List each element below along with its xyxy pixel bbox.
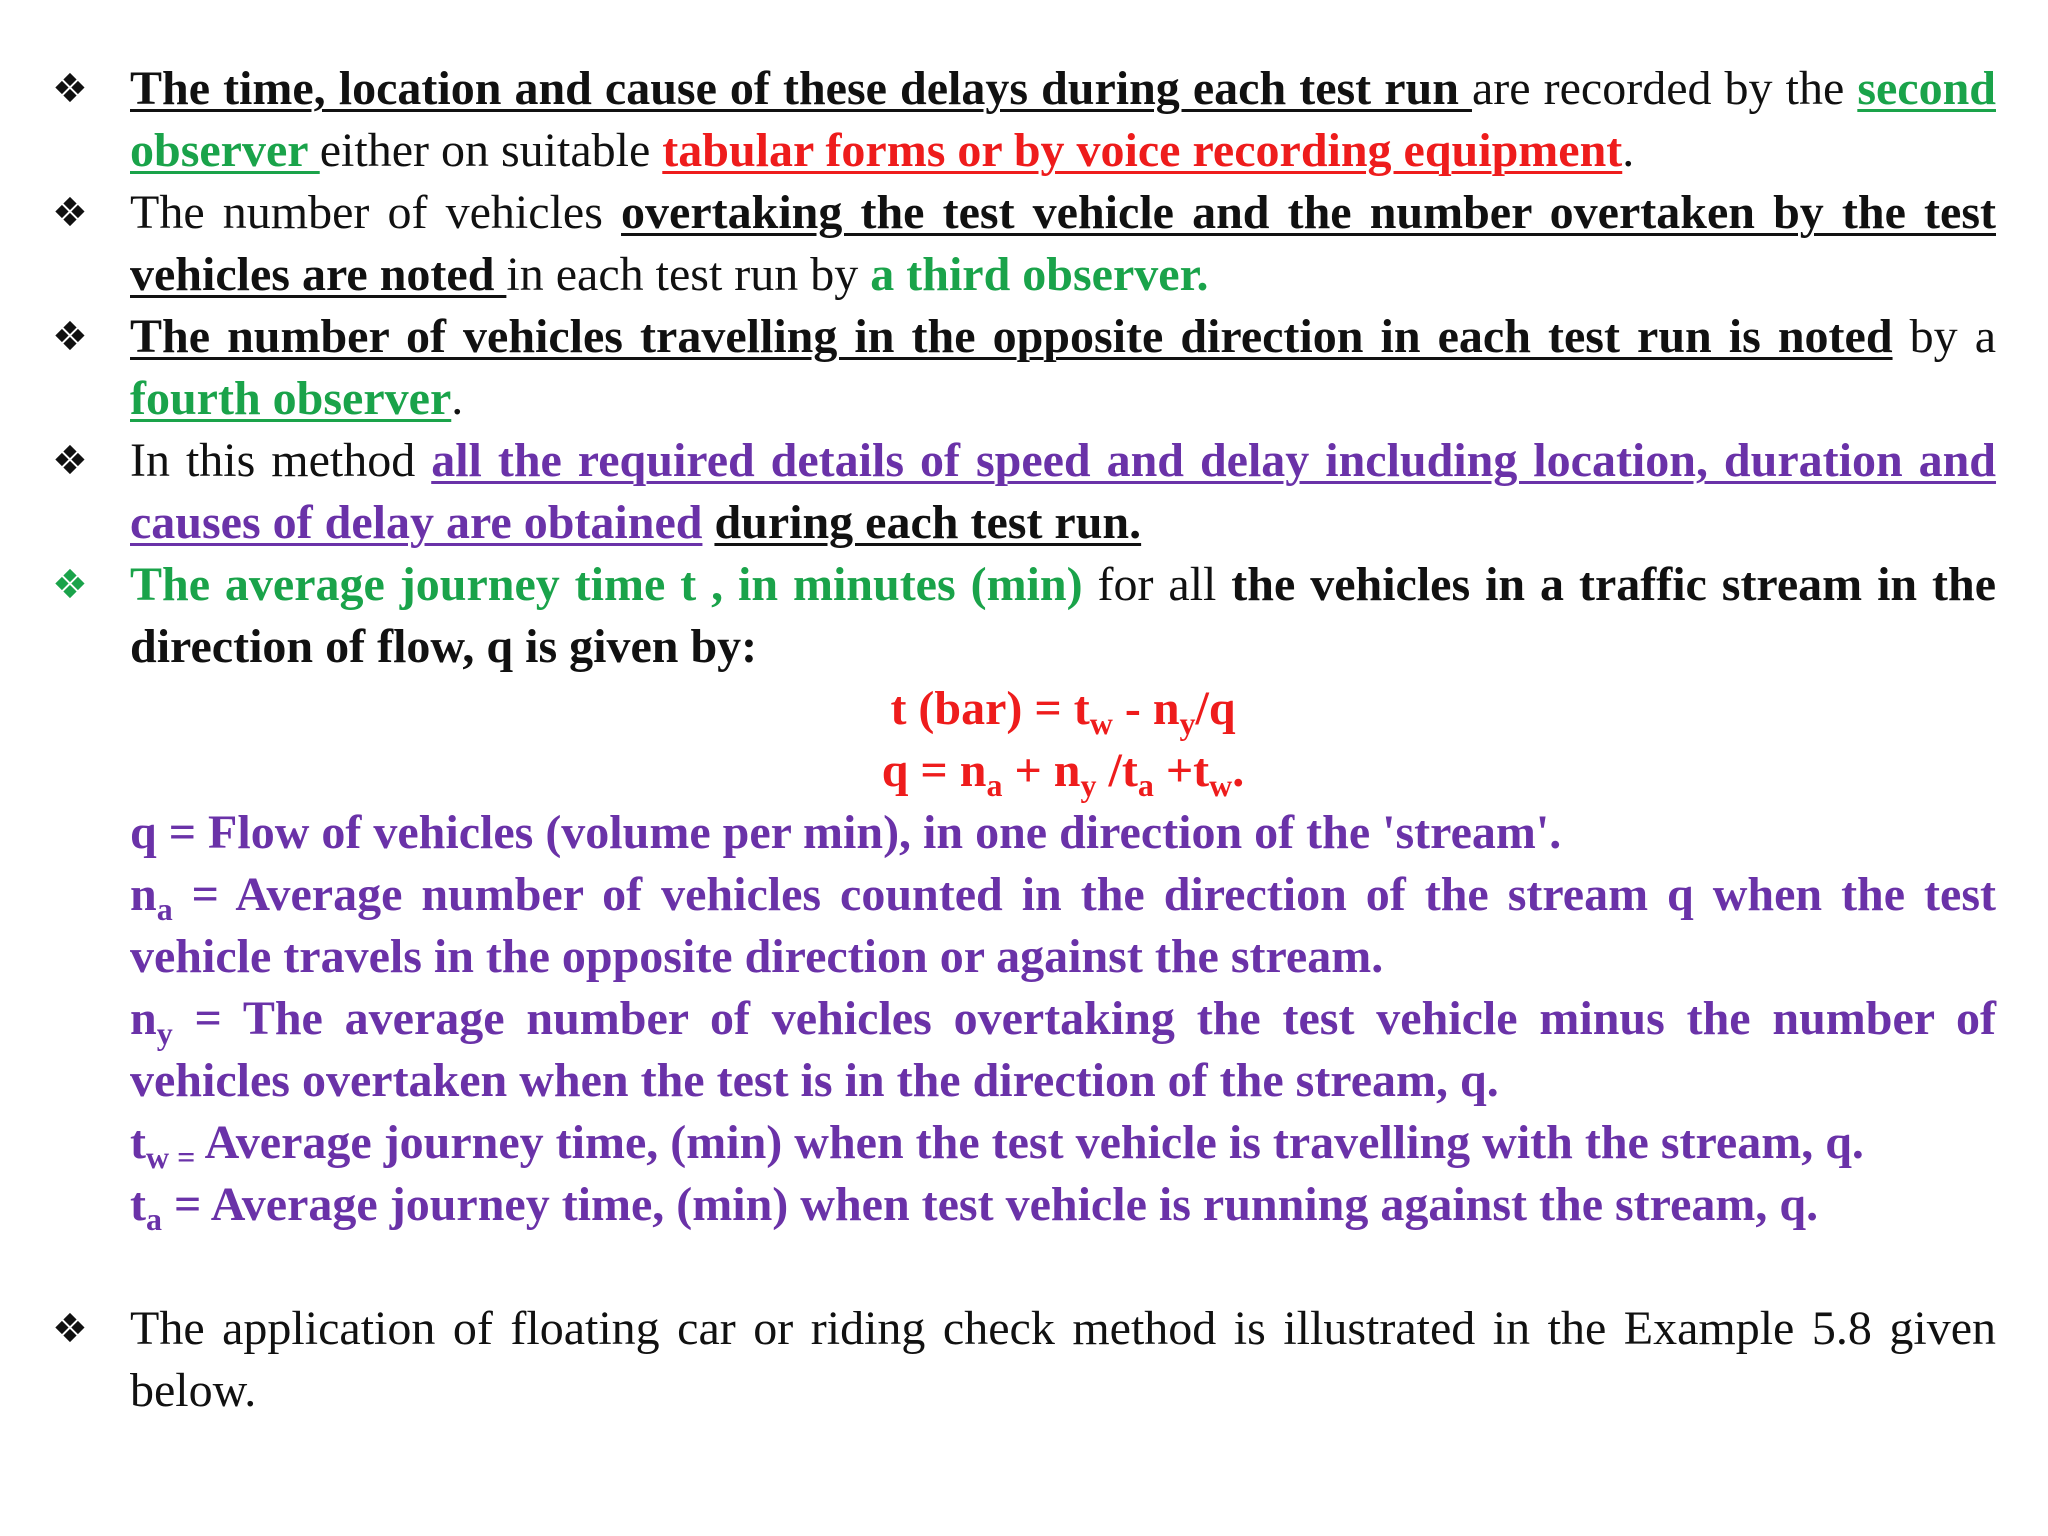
definition-ny xyxy=(52,988,1996,1112)
bullet-item-overtaking xyxy=(52,182,1996,306)
bullet-item-method xyxy=(52,430,1996,554)
formula-subscript: w xyxy=(1089,705,1113,741)
bullet-diamond-icon: ❖ xyxy=(52,314,88,360)
definition-symbol: t xyxy=(130,1178,146,1231)
text-span: during each test run. xyxy=(714,496,1142,549)
text-span: . xyxy=(1622,124,1635,177)
formula-flow xyxy=(52,740,1996,802)
formula-subscript: y xyxy=(1080,767,1097,803)
bullet-diamond-icon: ❖ xyxy=(52,562,88,608)
bullet-item-delays xyxy=(52,58,1996,182)
definition-text: = The average number of vehicles overtaking the test vehicle minus the number of vehicles overtaken when the test is in the direction of the stream, q. xyxy=(130,992,1996,1107)
text-span: The number of vehicles xyxy=(130,186,622,239)
text-span: The number of vehicles travelling in the opposite direction in each test run is noted xyxy=(130,310,1893,363)
formula-part: /q xyxy=(1195,682,1236,735)
text-span: The time, location and cause of these delays during each test run xyxy=(130,62,1472,115)
text-span: by a xyxy=(1892,310,1996,363)
formula-subscript: a xyxy=(1137,767,1154,803)
definition-text: Average journey time, (min) when the test vehicle is travelling with the stream, q. xyxy=(195,1116,1864,1169)
text-span xyxy=(702,496,714,549)
bullet-diamond-icon: ❖ xyxy=(52,66,88,112)
formula-subscript: a xyxy=(986,767,1003,803)
formula-subscript: w xyxy=(1209,767,1233,803)
text-span: overtaking the test vehicle and the number overtaken by the test vehicles are noted xyxy=(130,186,1996,301)
text-span: fourth observer xyxy=(130,372,452,425)
text-span: tabular forms or by voice recording equipment xyxy=(662,124,1623,177)
formula-part: q = n xyxy=(881,744,987,797)
text-span: the vehicles in a traffic stream in the direction of flow, q is given by: xyxy=(130,558,1997,673)
formula-part: t (bar) = t xyxy=(890,682,1090,735)
definition-symbol: n xyxy=(130,992,157,1045)
text-span: either on suitable xyxy=(319,124,663,177)
spacer xyxy=(52,1236,1996,1298)
text-span: The application of floating car or riding check method is illustrated in the Example 5.8 given below. xyxy=(130,1302,1996,1417)
definition-na xyxy=(52,864,1996,988)
bullet-diamond-icon: ❖ xyxy=(52,190,88,236)
formula-journey-time xyxy=(52,678,1996,740)
definition-subscript: w = xyxy=(145,1139,196,1175)
definition-symbol: n xyxy=(130,868,157,921)
formula-part: . xyxy=(1232,744,1245,797)
text-span: In this method xyxy=(130,434,432,487)
definition-q xyxy=(52,802,1996,864)
text-span: for all xyxy=(1082,558,1232,611)
bullet-diamond-icon: ❖ xyxy=(52,438,88,484)
definition-subscript: a xyxy=(156,891,173,927)
definition-subscript: y xyxy=(156,1015,173,1051)
text-span: all the required details of speed and delay including location, duration and causes of delay are obtained xyxy=(130,434,1997,549)
text-span: The average journey time t , in minutes (min) xyxy=(130,558,1083,611)
definition-tw xyxy=(52,1112,1996,1174)
definition-ta xyxy=(52,1174,1996,1236)
definition-subscript: a xyxy=(145,1201,162,1237)
slide-content xyxy=(52,58,1996,1422)
bullet-diamond-icon: ❖ xyxy=(52,1306,88,1352)
formula-part: - n xyxy=(1112,682,1180,735)
formula-part: /t xyxy=(1096,744,1138,797)
definition-text: = Average number of vehicles counted in the direction of the stream q when the test vehicle travels in the opposite direction or against the stream. xyxy=(130,868,1996,983)
formula-subscript: y xyxy=(1179,705,1196,741)
bullet-item-opposite-direction xyxy=(52,306,1996,430)
text-span: . xyxy=(451,372,464,425)
bullet-item-average-journey-time xyxy=(52,554,1996,678)
text-span: are recorded by the xyxy=(1471,62,1858,115)
formula-part: +t xyxy=(1153,744,1210,797)
bullet-item-application xyxy=(52,1298,1996,1422)
definition-symbol: t xyxy=(130,1116,146,1169)
text-span: second observer xyxy=(130,62,1996,177)
definition-text: = Average journey time, (min) when test vehicle is running against the stream, q. xyxy=(161,1178,1819,1231)
formula-part: + n xyxy=(1002,744,1081,797)
definition-text: q = Flow of vehicles (volume per min), in one direction of the 'stream'. xyxy=(130,806,1562,859)
text-span: in each test run by xyxy=(506,248,871,301)
text-span: a third observer. xyxy=(870,248,1209,301)
